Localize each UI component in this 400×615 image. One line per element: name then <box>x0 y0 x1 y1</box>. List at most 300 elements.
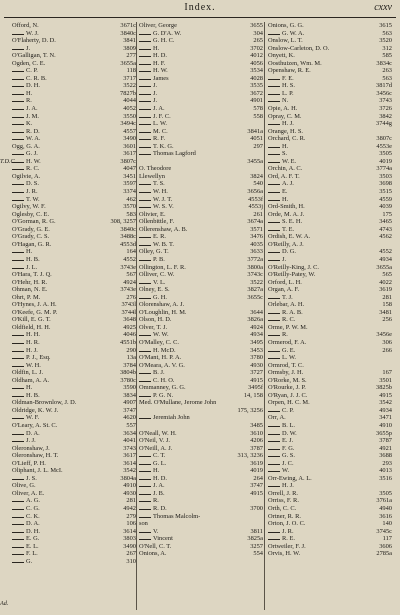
ditto-dash <box>12 169 24 170</box>
entry-name: O'Neil, V. J. <box>139 437 170 445</box>
entry-page: 3505 <box>379 150 392 158</box>
entry-page: 3520 <box>379 37 392 45</box>
entry-page: 3485 <box>250 421 263 429</box>
index-entry <box>12 437 136 445</box>
entry-page: 3841a <box>247 127 263 135</box>
index-entry <box>268 143 392 151</box>
entry-name: E. L. <box>26 542 39 550</box>
entry-page: 4925 <box>123 323 136 331</box>
ditto-dash <box>12 509 24 510</box>
entry-name: G. H. <box>153 293 168 301</box>
entry-name: O'Loughlin, H. M. <box>139 308 187 316</box>
entry-page: 106 <box>126 520 136 528</box>
index-entry <box>12 105 136 113</box>
ditto-dash <box>268 449 280 450</box>
index-entry <box>268 256 392 264</box>
ditto-dash <box>12 343 24 344</box>
entry-page: 3495 <box>250 338 263 346</box>
entry-name: H. B. <box>26 255 40 263</box>
entry-page: 3490 <box>123 135 136 143</box>
entry-page: 261 <box>253 210 263 218</box>
ditto-dash <box>12 335 24 336</box>
entry-page: 3501 <box>379 376 392 384</box>
entry-name: Orme, P. W. M. <box>268 323 308 331</box>
index-entry <box>139 309 263 317</box>
entry-page: 4930 <box>123 489 136 497</box>
entry-page: 3743e <box>120 286 136 294</box>
entry-name: Onyett, K. <box>268 52 295 60</box>
index-entry <box>139 143 263 151</box>
entry-name: Oleronshaw, J. <box>12 444 50 452</box>
entry-page: 2785a <box>376 550 392 558</box>
entry-name: W. W. <box>153 331 169 339</box>
index-entry <box>139 377 263 385</box>
index-entry <box>12 128 136 136</box>
entry-name: James <box>153 74 169 82</box>
entry-page: 3744l <box>121 308 136 316</box>
entry-name: D. H. <box>26 82 41 90</box>
entry-name: Openshaw, R. E. <box>268 67 311 75</box>
index-entry <box>12 45 136 53</box>
entry-name: Onslow-Carleton, D. O. <box>268 44 330 52</box>
ditto-dash <box>139 381 151 382</box>
entry-name: Oglesby, C. E. <box>12 210 50 218</box>
index-entry <box>139 150 263 158</box>
index-entry <box>268 30 392 38</box>
entry-name: S. <box>282 150 288 158</box>
index-entry <box>268 135 392 143</box>
index-entry <box>268 188 392 196</box>
ditto-dash <box>12 154 24 155</box>
entry-name: R. <box>153 497 159 505</box>
entry-name: H. J. <box>26 346 38 354</box>
entry-page: 4553e <box>376 142 392 150</box>
entry-page: 3619 <box>250 459 263 467</box>
index-entry <box>12 331 136 339</box>
index-entry <box>12 445 136 453</box>
entry-name: Olley, G. T. <box>139 248 169 256</box>
entry-name: H. W. <box>153 67 168 75</box>
entry-page: 3522 <box>123 82 136 90</box>
entry-page: 4942 <box>123 505 136 512</box>
entry-name: L. P. <box>282 89 294 97</box>
entry-name: Orpen, H. C. M. <box>268 399 310 407</box>
ditto-dash <box>12 532 24 533</box>
index-entry <box>268 158 392 166</box>
entry-name: Opray, C. M. <box>268 112 302 120</box>
index-entry <box>139 505 263 513</box>
entry-name: Opie, A. H. <box>268 105 298 113</box>
ditto-dash <box>268 298 280 299</box>
entry-name: G. J. <box>26 150 38 158</box>
entry-page: 3503 <box>379 172 392 180</box>
entry-name: Oldfield, H. H. <box>12 323 51 331</box>
index-entry <box>12 452 136 460</box>
column-divider <box>136 22 137 610</box>
ditto-dash <box>139 335 151 336</box>
index-entry <box>268 60 392 68</box>
ditto-dash <box>12 517 24 518</box>
ditto-dash <box>139 94 151 95</box>
entry-page: 313, 3236 <box>237 452 263 460</box>
entry-name: Oliver, George <box>139 22 177 29</box>
entry-name: J. C. <box>282 459 294 467</box>
ditto-dash <box>12 252 24 253</box>
index-entry <box>139 347 263 355</box>
index-entry <box>139 384 263 392</box>
entry-page: 3494c <box>120 120 136 128</box>
ditto-dash <box>139 139 151 140</box>
entry-page: 3614 <box>123 459 136 467</box>
ditto-dash <box>268 94 280 95</box>
ditto-dash <box>12 71 24 72</box>
entry-name: R. D. <box>26 127 40 135</box>
entry-page: 4046 <box>123 331 136 339</box>
index-entry <box>268 294 392 302</box>
index-entry <box>139 37 263 45</box>
entry-name: H. B. <box>26 391 40 399</box>
ditto-dash <box>139 373 151 374</box>
index-entry <box>139 535 263 543</box>
index-entry <box>268 490 392 498</box>
entry-page: 4910 <box>123 482 136 490</box>
entry-name: O'Rourke, J. P. <box>268 384 306 392</box>
entry-page: 4559 <box>379 195 392 203</box>
entry-name: O'Reilly-Patey, W. <box>268 271 316 279</box>
index-entry <box>139 437 263 445</box>
entry-name: G. <box>26 557 33 565</box>
entry-page: 167 <box>382 369 392 377</box>
entry-name: R. <box>282 331 288 339</box>
entry-page: 3744g <box>376 120 392 128</box>
ditto-dash <box>268 101 280 102</box>
entry-name: R. <box>26 97 32 105</box>
ditto-dash <box>139 86 151 87</box>
entry-name: Orchard, C. R. <box>268 135 306 143</box>
entry-name: C. R. B. <box>26 74 47 82</box>
index-entry <box>12 467 136 475</box>
index-entry <box>139 294 263 302</box>
entry-page: 3840c <box>120 225 136 233</box>
entry-page: 279 <box>126 512 136 520</box>
entry-name: Organ, A. F. <box>268 286 300 294</box>
index-entry <box>139 113 263 121</box>
index-entry <box>139 60 263 68</box>
index-entry <box>139 354 263 362</box>
ditto-dash <box>12 200 24 201</box>
entry-name: Ogg, G. A. <box>12 142 40 150</box>
index-entry <box>268 497 392 505</box>
entry-name: H. R. <box>26 338 40 346</box>
index-entry <box>268 354 392 362</box>
ditto-dash <box>12 351 24 352</box>
entry-page: 4910 <box>379 421 392 429</box>
entry-name: Oldfin, L. J. <box>12 369 44 377</box>
index-entry <box>268 543 392 551</box>
ditto-dash <box>268 79 280 80</box>
entry-page: 3606 <box>379 542 392 550</box>
entry-name: C. G. <box>26 505 40 512</box>
entry-name: Olorenshaw, A. J. <box>139 301 185 309</box>
entry-page: 3698 <box>379 180 392 188</box>
index-entry <box>268 271 392 279</box>
index-entry <box>12 528 136 536</box>
entry-name: O'Malley, C. C. <box>139 338 179 346</box>
index-entry <box>268 475 392 483</box>
entry-name: J. <box>282 255 287 263</box>
entry-page: 4041 <box>123 437 136 445</box>
ditto-dash <box>268 426 280 427</box>
ditto-dash <box>12 117 24 118</box>
entry-name: O'Mant, H. P. A. <box>139 354 182 362</box>
entry-page: 4552 <box>379 248 392 256</box>
index-entry <box>139 414 263 422</box>
index-entry <box>268 67 392 75</box>
index-entry <box>268 324 392 332</box>
entry-name: Med. O'Mullane, Jerome John <box>139 399 217 407</box>
ditto-dash <box>139 184 151 185</box>
ditto-dash <box>12 49 24 50</box>
entry-page: 3817d <box>376 82 392 90</box>
entry-name: J. A. <box>153 105 165 113</box>
index-entry <box>268 105 392 113</box>
entry-page: 4019 <box>250 467 263 475</box>
entry-name: R. D. <box>153 505 167 512</box>
entry-page: 3535 <box>250 82 263 90</box>
entry-name: T. E. <box>282 225 295 233</box>
entry-name: C. P. <box>26 67 38 75</box>
entry-page: 3726 <box>379 105 392 113</box>
entry-name: Ollington, L. F. R. <box>139 263 186 271</box>
ditto-dash <box>139 117 151 118</box>
entry-page: 3807c <box>120 157 136 165</box>
entry-page: 164 <box>126 248 136 256</box>
entry-page: 3616 <box>379 512 392 520</box>
index-entry <box>139 452 263 460</box>
index-entry <box>268 339 392 347</box>
index-entry <box>12 543 136 551</box>
entry-page: 3717 <box>123 74 136 82</box>
index-entry <box>12 158 136 166</box>
entry-name: Oosthuizen, Wm. M. <box>268 59 322 67</box>
index-entry <box>268 203 392 211</box>
ditto-dash <box>139 132 151 133</box>
index-entry <box>268 279 392 287</box>
ditto-dash <box>12 434 24 435</box>
entry-page: 4553f <box>248 195 263 203</box>
index-entry <box>139 497 263 505</box>
entry-name: O. Theodore <box>139 165 172 173</box>
entry-page: 563 <box>382 29 392 37</box>
entry-name: O'Neill, A. J. <box>139 444 173 452</box>
entry-page: 3842 <box>379 112 392 120</box>
entry-name: Olson, H. D. <box>139 316 172 324</box>
entry-name: E. <box>282 188 288 196</box>
index-entry <box>12 497 136 505</box>
index-entry <box>268 264 392 272</box>
index-entry <box>139 301 263 309</box>
ditto-dash <box>139 71 151 72</box>
index-entry <box>139 339 263 347</box>
ditto-dash <box>268 184 280 185</box>
index-entry <box>139 407 263 415</box>
entry-name: D. A. <box>26 429 40 437</box>
entry-name: Orvis, H. W. <box>268 550 301 558</box>
entry-page: 308, 3257 <box>110 218 136 226</box>
index-entry <box>268 513 392 521</box>
entry-name: Onions, G. G. <box>268 22 304 29</box>
index-entry <box>268 399 392 407</box>
index-entry <box>268 347 392 355</box>
entry-name: G. W. A. <box>282 29 305 37</box>
ditto-dash <box>268 222 280 223</box>
ditto-dash <box>268 162 280 163</box>
entry-name: F. G. <box>282 444 295 452</box>
ditto-dash <box>12 366 24 367</box>
entry-name: Oliphant, J. L. McI. <box>12 467 63 475</box>
entry-page: 3516 <box>379 474 392 482</box>
entry-page: 4743 <box>379 225 392 233</box>
entry-page: 3834 <box>123 391 136 399</box>
entry-name: Ormrod, T. C. <box>268 361 304 369</box>
entry-name: Orr, A. <box>268 414 286 422</box>
ditto-dash <box>268 86 280 87</box>
entry-name: T. J. <box>282 293 293 301</box>
index-entry <box>12 482 136 490</box>
index-entry <box>268 369 392 377</box>
entry-name: Oldham, A. A. <box>12 376 50 384</box>
entry-page: 3780 <box>250 354 263 362</box>
entry-page: 4934 <box>250 331 263 339</box>
entry-name: Ogden, C. E. <box>12 59 46 67</box>
page-number: cxxv <box>374 2 392 13</box>
entry-name: Orange, H. S. <box>268 127 303 135</box>
entry-page: 3634 <box>123 429 136 437</box>
entry-name: J. R. <box>282 527 294 535</box>
index-entry <box>12 37 136 45</box>
entry-page: 13a <box>126 354 136 362</box>
index-entry <box>12 188 136 196</box>
entry-name: Vincent <box>153 535 173 543</box>
entry-name: Ollenbittle, F. <box>139 218 175 226</box>
entry-name: O'Gorman, R. G. <box>12 218 56 226</box>
entry-page: 3465 <box>379 218 392 226</box>
entry-page: 293 <box>382 459 392 467</box>
entry-page: 264 <box>253 474 263 482</box>
index-entry <box>139 528 263 536</box>
index-entry <box>12 505 136 513</box>
entry-page: 3840c <box>120 29 136 37</box>
index-entry <box>139 128 263 136</box>
entry-name: G. H. C. <box>153 37 175 45</box>
ditto-dash <box>12 524 24 525</box>
entry-name: Oliver, A. E. <box>12 489 45 497</box>
entry-page: 4039 <box>379 203 392 211</box>
index-entry <box>268 392 392 400</box>
index-entry <box>12 286 136 294</box>
ditto-dash <box>12 547 24 548</box>
index-entry <box>268 97 392 105</box>
index-entry <box>12 180 136 188</box>
index-entry <box>139 158 263 166</box>
index-entry <box>12 513 136 521</box>
entry-name: O'Rorke, M. S. <box>268 376 307 384</box>
index-entry <box>12 490 136 498</box>
entry-page: 3702 <box>250 44 263 52</box>
entry-page: 265 <box>253 37 263 45</box>
entry-page: 4012 <box>250 52 263 60</box>
index-entry <box>12 558 136 566</box>
entry-name: N. <box>282 97 289 105</box>
index-entry <box>268 233 392 241</box>
index-entry <box>268 113 392 121</box>
index-entry <box>139 211 263 219</box>
entry-name: R. C. <box>26 165 40 173</box>
entry-page: 554 <box>253 550 263 558</box>
entry-page: 3597 <box>123 180 136 188</box>
entry-page: 4915 <box>379 391 392 399</box>
entry-page: 3644 <box>250 308 263 316</box>
entry-name: Orrell, J. R. <box>268 489 298 497</box>
entry-name: O'Lieff, P. H. <box>12 459 46 467</box>
ditto-dash <box>268 456 280 457</box>
ditto-dash <box>139 154 151 155</box>
index-entry <box>139 467 263 475</box>
entry-page: 4052 <box>123 105 136 113</box>
entry-page: 3784 <box>123 361 136 369</box>
entry-name: R. C. <box>282 316 296 324</box>
entry-page: 7827b <box>120 89 136 97</box>
entry-name: T. W. <box>26 195 40 203</box>
ditto-dash <box>12 192 24 193</box>
entry-name: G. D'A. W. <box>153 29 182 37</box>
index-entry <box>139 422 263 430</box>
entry-name: L. W. <box>153 120 168 128</box>
index-entry <box>268 422 392 430</box>
index-entry <box>12 520 136 528</box>
ditto-dash <box>12 539 24 540</box>
entry-name: Ormsby, J. H. <box>268 369 304 377</box>
ditto-dash <box>268 260 280 261</box>
entry-name: C. K. <box>26 512 40 520</box>
entry-page: 3727 <box>250 369 263 377</box>
ditto-dash <box>12 479 24 480</box>
ditto-dash <box>139 532 151 533</box>
index-entry <box>12 354 136 362</box>
ditto-dash <box>139 479 151 480</box>
index-entry <box>12 256 136 264</box>
entry-page: 3803 <box>123 535 136 543</box>
entry-page: 3780c <box>120 376 136 384</box>
index-column-3 <box>268 22 392 558</box>
entry-name: Olliver, C. W. <box>139 271 175 279</box>
entry-name: Offord, N. <box>12 22 39 29</box>
ditto-dash <box>139 471 151 472</box>
page-title: Index. <box>184 2 216 13</box>
entry-name: W. B. T. <box>153 240 175 248</box>
index-entry <box>268 150 392 158</box>
index-entry <box>12 430 136 438</box>
index-entry <box>268 241 392 249</box>
entry-page: 3615 <box>379 22 392 29</box>
ditto-dash <box>139 539 151 540</box>
entry-page: 3655c <box>247 293 263 301</box>
entry-page: 3825a <box>247 535 263 543</box>
entry-name: O'Kill, E. G. T. <box>12 316 51 324</box>
index-entry <box>139 543 263 551</box>
index-entry <box>12 218 136 226</box>
entry-name: B. L. <box>282 421 295 429</box>
